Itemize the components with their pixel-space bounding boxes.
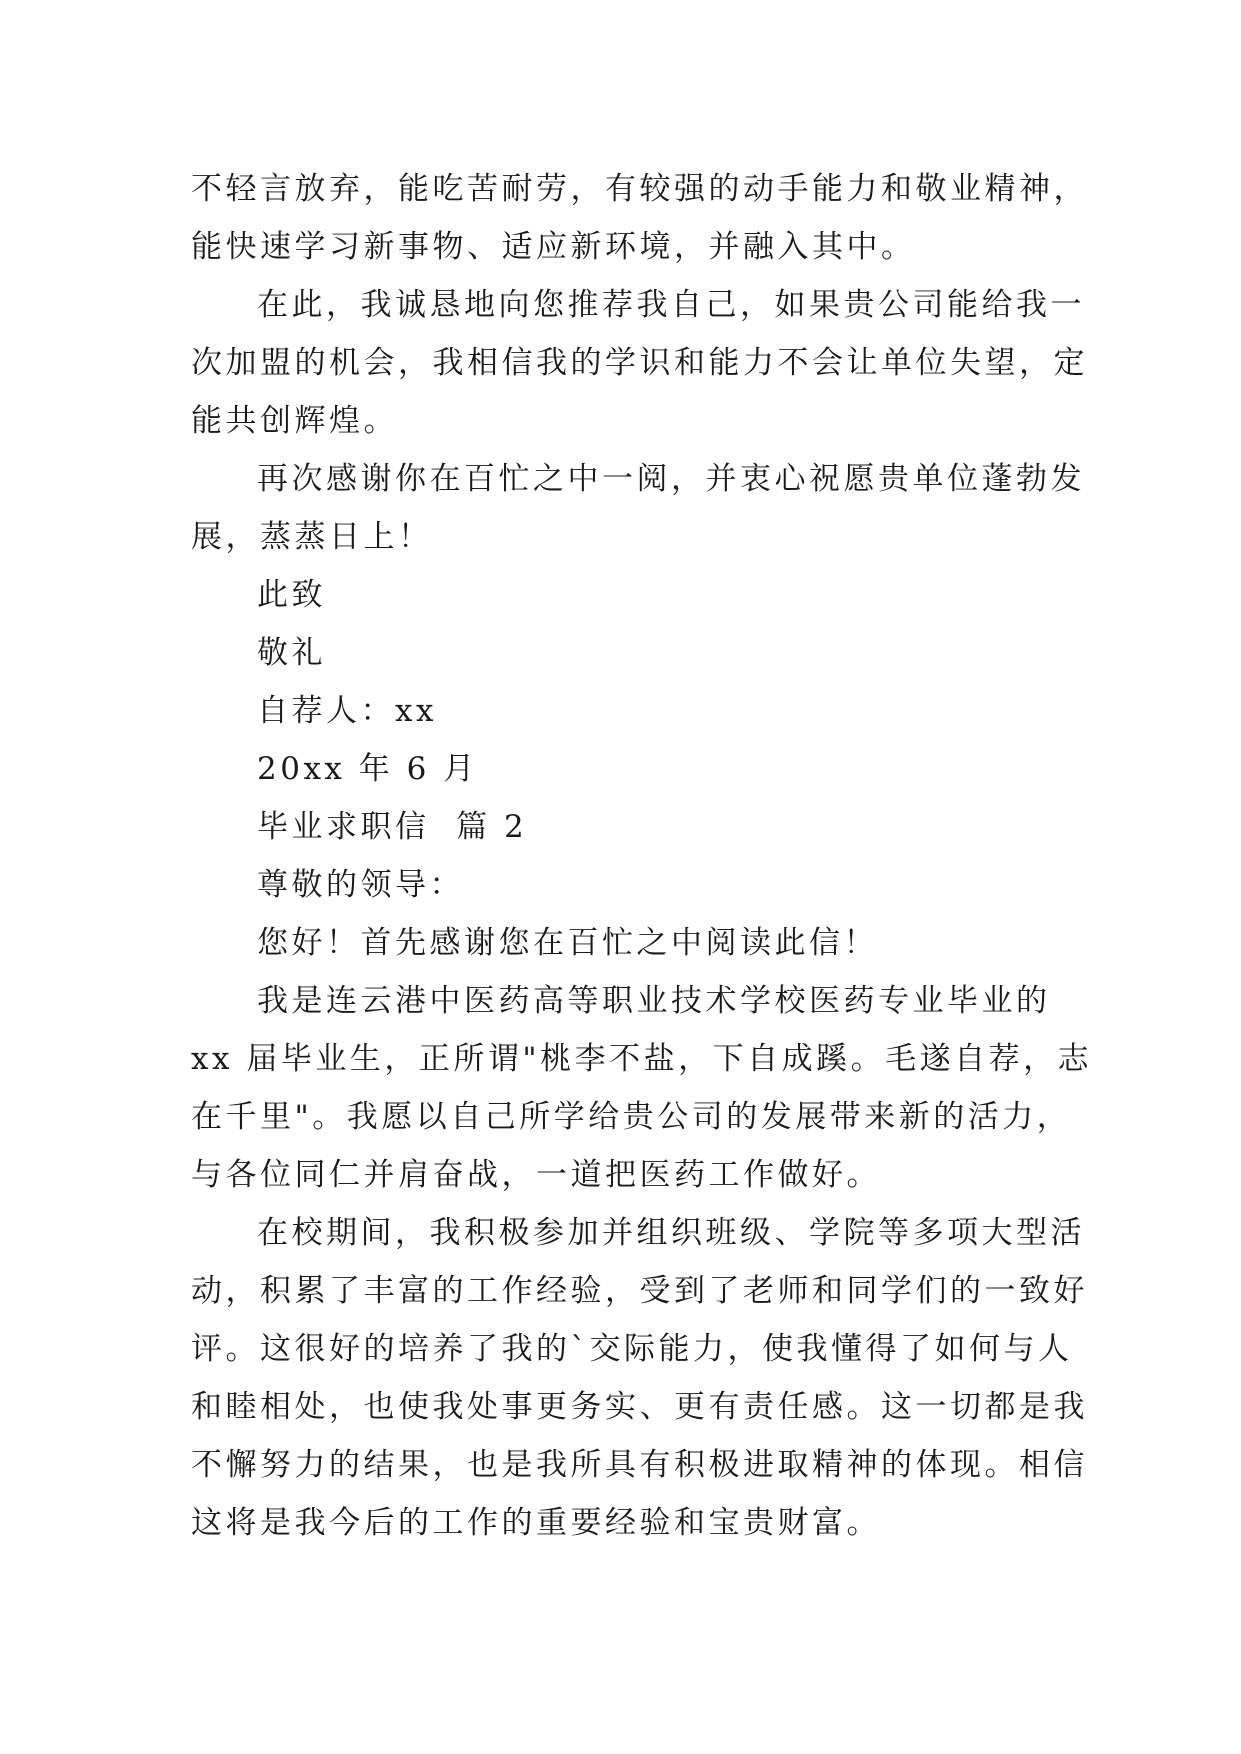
- text-line: 这将是我今后的工作的重要经验和宝贵财富。: [191, 1505, 881, 1541]
- text-line: 不轻言放弃，能吃苦耐劳，有较强的动手能力和敬业精神，: [191, 171, 1088, 207]
- text-line: 能共创辉煌。: [191, 403, 398, 439]
- date-line: 20xx 年 6 月: [257, 751, 478, 787]
- text-line: 动，积累了丰富的工作经验，受到了老师和同学们的一致好: [191, 1273, 1088, 1309]
- text-line: xx 届毕业生，正所谓"桃李不盐，下自成蹊。毛遂自荐，志: [191, 1041, 1093, 1077]
- text-line: 在千里"。我愿以自己所学给贵公司的发展带来新的活力，: [191, 1099, 1072, 1135]
- text-line: 在校期间，我积极参加并组织班级、学院等多项大型活: [257, 1215, 1085, 1251]
- closing-salutation: 此致: [257, 577, 326, 613]
- text-line: 展，蒸蒸日上！: [191, 519, 433, 555]
- text-line: 次加盟的机会，我相信我的学识和能力不会让单位失望，定: [191, 345, 1088, 381]
- letter-body: [191, 160, 1093, 1552]
- text-line: 再次感谢你在百忙之中一阅，并衷心祝愿贵单位蓬勃发: [257, 461, 1085, 497]
- greeting-line: 尊敬的领导：: [257, 867, 464, 903]
- text-line: 我是连云港中医药高等职业技术学校医药专业毕业的: [257, 983, 1051, 1019]
- text-line: 与各位同仁并肩奋战，一道把医药工作做好。: [191, 1157, 881, 1193]
- section-title: 毕业求职信 篇 2: [257, 809, 528, 845]
- text-line: 和睦相处，也使我处事更务实、更有责任感。这一切都是我: [191, 1389, 1088, 1425]
- text-line: 在此，我诚恳地向您推荐我自己，如果贵公司能给我一: [257, 287, 1085, 323]
- signature-line: 自荐人：xx: [257, 693, 437, 729]
- text-line: 评。这很好的培养了我的`交际能力，使我懂得了如何与人: [191, 1331, 1073, 1367]
- text-line: 不懈努力的结果，也是我所具有积极进取精神的体现。相信: [191, 1447, 1088, 1483]
- text-line: 您好！首先感谢您在百忙之中阅读此信！: [257, 925, 878, 961]
- closing-regards: 敬礼: [257, 635, 326, 671]
- text-line: 能快速学习新事物、适应新环境，并融入其中。: [191, 229, 916, 265]
